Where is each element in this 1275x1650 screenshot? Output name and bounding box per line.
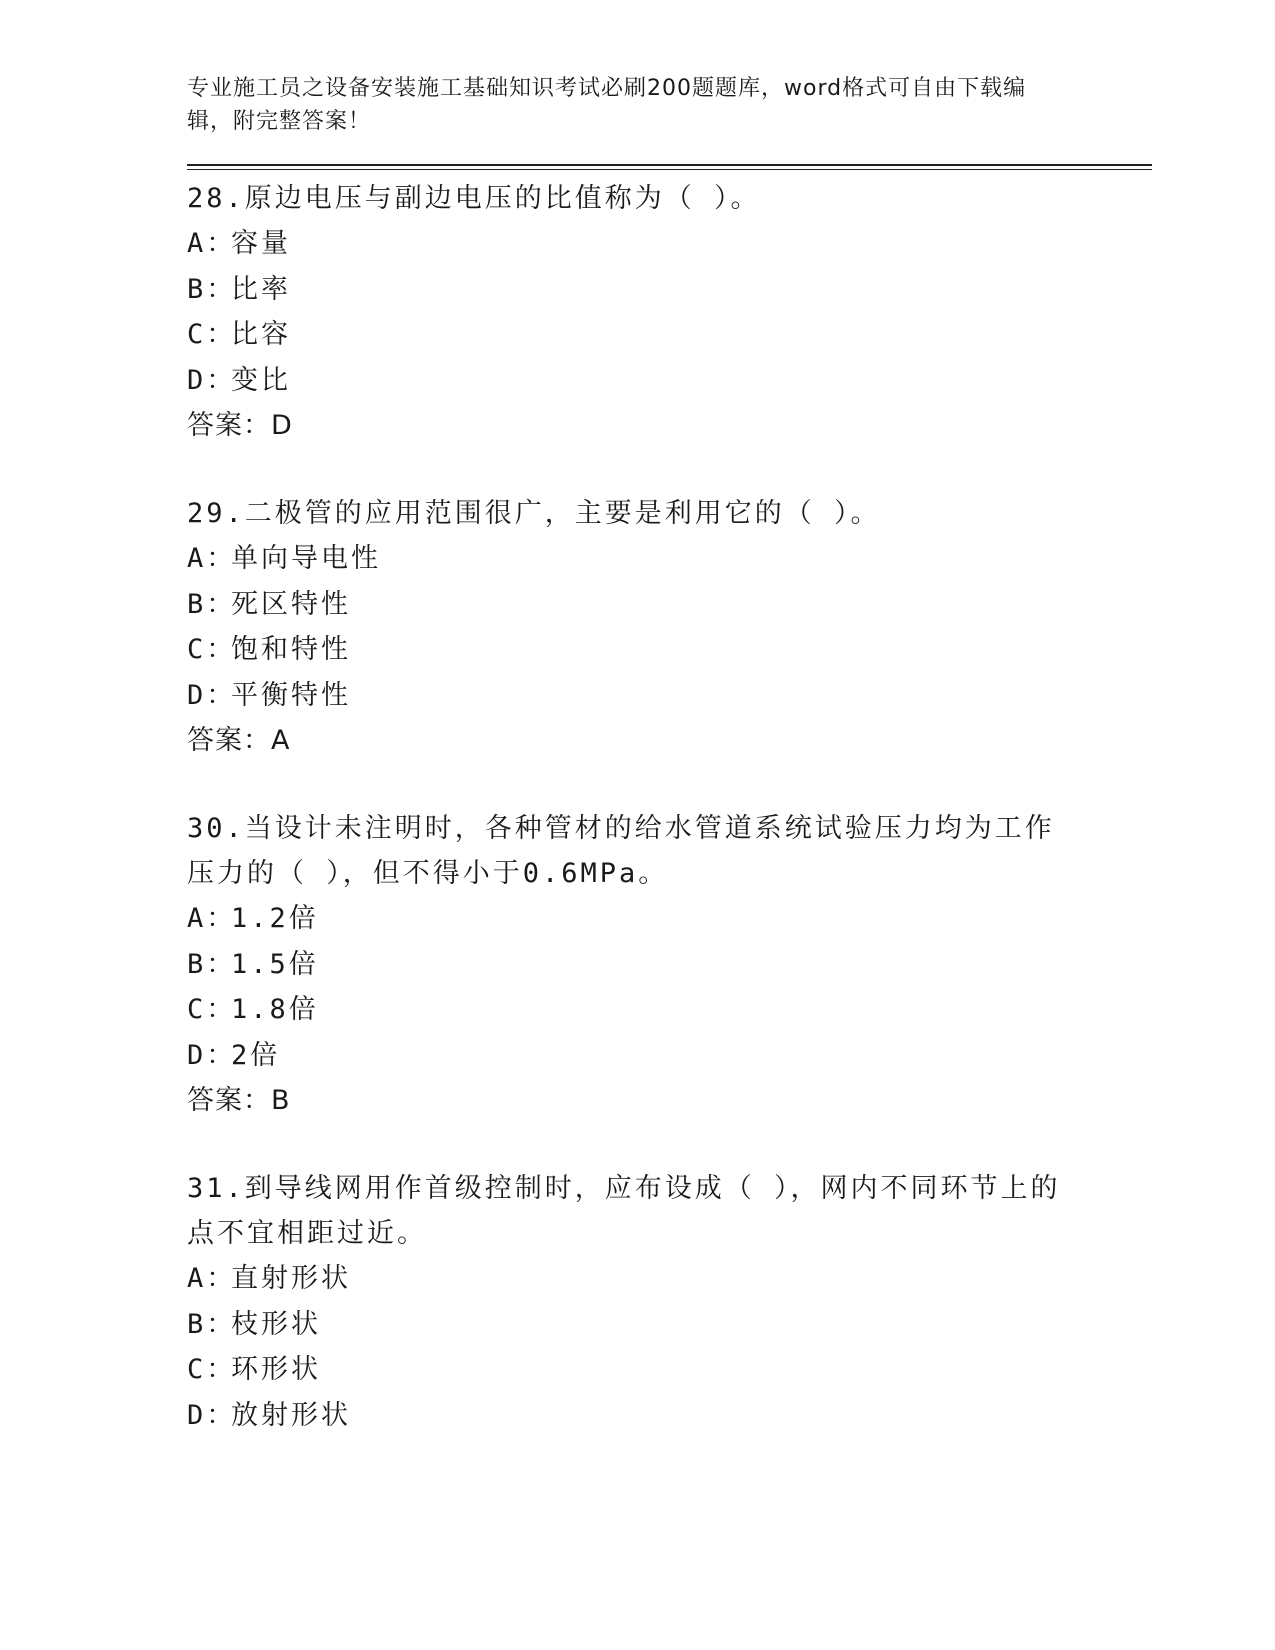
- option-key: B：: [187, 588, 237, 620]
- option-key: B：: [187, 948, 237, 980]
- option-text: 1.2倍: [231, 903, 319, 934]
- option-c: [187, 627, 1152, 673]
- option-text: 变比: [231, 364, 291, 396]
- question-stem: 31.到导线网用作首级控制时，应布设成（ ），网内不同环节上的点不宜相距过近。: [187, 1173, 1061, 1249]
- option-key: B：: [187, 1308, 237, 1340]
- document-page: [187, 72, 1152, 1480]
- option-text: 1.5倍: [231, 948, 319, 980]
- option-text: 比容: [231, 319, 291, 350]
- option-b: [187, 267, 1152, 313]
- question-31: [187, 1166, 1152, 1438]
- answer-line: 答案：B: [187, 1085, 291, 1116]
- option-text: 2倍: [231, 1039, 281, 1071]
- option-key: D：: [187, 679, 237, 711]
- option-text: 1.8倍: [231, 994, 319, 1025]
- option-text: 比率: [231, 273, 291, 305]
- question-stem: 28.原边电压与副边电压的比值称为（ ）。: [187, 183, 761, 214]
- option-key: C：: [187, 634, 237, 665]
- option-text: 平衡特性: [231, 679, 351, 711]
- option-c: [187, 987, 1152, 1033]
- option-d: [187, 1393, 1152, 1439]
- option-key: D：: [187, 1399, 237, 1431]
- document-header: 专业施工员之设备安装施工基础知识考试必刷200题题库，word格式可自由下载编辑，附完整答案！: [187, 76, 1027, 134]
- question-29: [187, 491, 1152, 764]
- option-d: [187, 1033, 1152, 1079]
- option-key: A：: [187, 903, 237, 934]
- option-key: A：: [187, 543, 237, 574]
- question-stem: 29.二极管的应用范围很广，主要是利用它的（ ）。: [187, 498, 881, 529]
- option-c: [187, 1347, 1152, 1393]
- option-key: C：: [187, 1354, 237, 1385]
- question-30: [187, 806, 1152, 1124]
- question-stem: 30.当设计未注明时，各种管材的给水管道系统试验压力均为工作压力的（ ），但不得小于0.6MPa。: [187, 813, 1055, 889]
- option-b: [187, 1302, 1152, 1348]
- option-text: 放射形状: [231, 1399, 351, 1431]
- option-d: [187, 673, 1152, 719]
- option-key: A：: [187, 1263, 237, 1294]
- option-key: C：: [187, 319, 237, 350]
- option-key: D：: [187, 364, 237, 396]
- option-key: B：: [187, 273, 237, 305]
- option-a: [187, 1256, 1152, 1302]
- answer-line: 答案：A: [187, 725, 291, 756]
- option-a: [187, 536, 1152, 582]
- option-c: [187, 312, 1152, 358]
- question-28: [187, 176, 1152, 449]
- option-text: 容量: [231, 228, 291, 259]
- option-b: [187, 942, 1152, 988]
- option-key: A：: [187, 228, 237, 259]
- option-d: [187, 358, 1152, 404]
- option-a: [187, 221, 1152, 267]
- answer-line: 答案：D: [187, 410, 293, 441]
- option-key: C：: [187, 994, 237, 1025]
- option-text: 直射形状: [231, 1263, 351, 1294]
- option-text: 枝形状: [231, 1308, 321, 1340]
- option-text: 单向导电性: [231, 543, 381, 574]
- option-key: D：: [187, 1039, 237, 1071]
- option-text: 死区特性: [231, 588, 351, 620]
- option-text: 环形状: [231, 1354, 321, 1385]
- question-list: [187, 176, 1152, 1438]
- option-a: [187, 896, 1152, 942]
- option-text: 饱和特性: [231, 634, 351, 665]
- option-b: [187, 582, 1152, 628]
- header-divider: [187, 164, 1152, 170]
